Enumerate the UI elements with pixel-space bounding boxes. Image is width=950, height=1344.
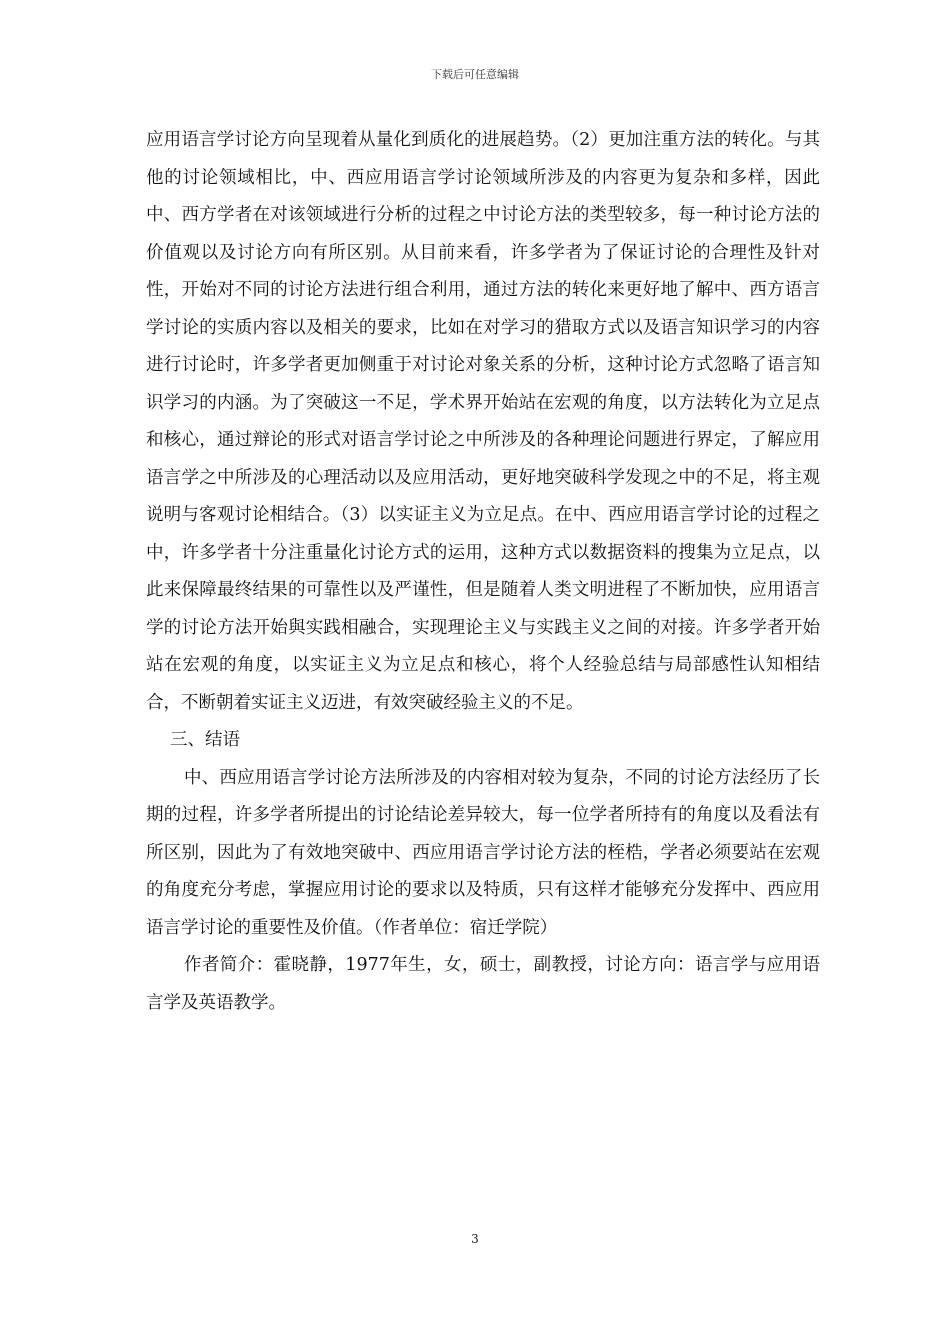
section-heading-conclusion: 三、结语: [170, 730, 240, 750]
author-bio-paragraph: 作者简介：霍晓静，1977年生，女，硕士，副教授，讨论方向：语言学与应用语言学及英语教学。: [146, 955, 820, 1013]
document-body: [146, 122, 820, 1022]
page-header: 下载后可任意编辑: [431, 68, 519, 81]
page-number: 3: [471, 1232, 479, 1246]
conclusion-paragraph: 中、西应用语言学讨论方法所涉及的内容相对较为复杂，不同的讨论方法经历了长期的过程，许多学者所提出的讨论结论差异较大，每一位学者所持有的角度以及看法有所区别，因此为了有效地突破中、西应用语言学讨论方法的桎梏，学者必须要站在宏观的角度充分考虑，掌握应用讨论的要求以及特质，只有这样才能够充分发挥中、西应用语言学讨论的重要性及价值。（作者单位：宿迁学院）: [146, 767, 820, 938]
body-paragraph-continued: 应用语言学讨论方向呈现着从量化到质化的进展趋势。（2）更加注重方法的转化。与其他的讨论领域相比，中、西应用语言学讨论领域所涉及的内容更为复杂和多样，因此中、西方学者在对该领域进行分析的过程之中讨论方法的类型较多，每一种讨论方法的价值观以及讨论方向有所区别。从目前来看，许多学者为了保证讨论的合理性及针对性，开始对不同的讨论方法进行组合利用，通过方法的转化来更好地了解中、西方语言学讨论的实质内容以及相关的要求，比如在对学习的猎取方式以及语言知识学习的内容进行讨论时，许多学者更加侧重于对讨论对象关系的分析，这种讨论方式忽略了语言知识学习的内涵。为了突破这一不足，学术界开始站在宏观的角度，以方法转化为立足点和核心，通过辩论的形式对语言学讨论之中所涉及的各种理论问题进行界定，了解应用语言学之中所涉及的心理活动以及应用活动，更好地突破科学发现之中的不足，将主观说明与客观讨论相结合。（3）以实证主义为立足点。在中、西应用语言学讨论的过程之中，许多学者十分注重量化讨论方式的运用，这种方式以数据资料的搜集为立足点，以此来保障最终结果的可靠性以及严谨性，但是随着人类文明进程了不断加快，应用语言学的讨论方法开始與实践相融合，实现理论主义与实践主义之间的对接。许多学者开始站在宏观的角度，以实证主义为立足点和核心，将个人经验总结与局部感性认知相结合，不断朝着实证主义迈进，有效突破经验主义的不足。: [146, 130, 820, 713]
